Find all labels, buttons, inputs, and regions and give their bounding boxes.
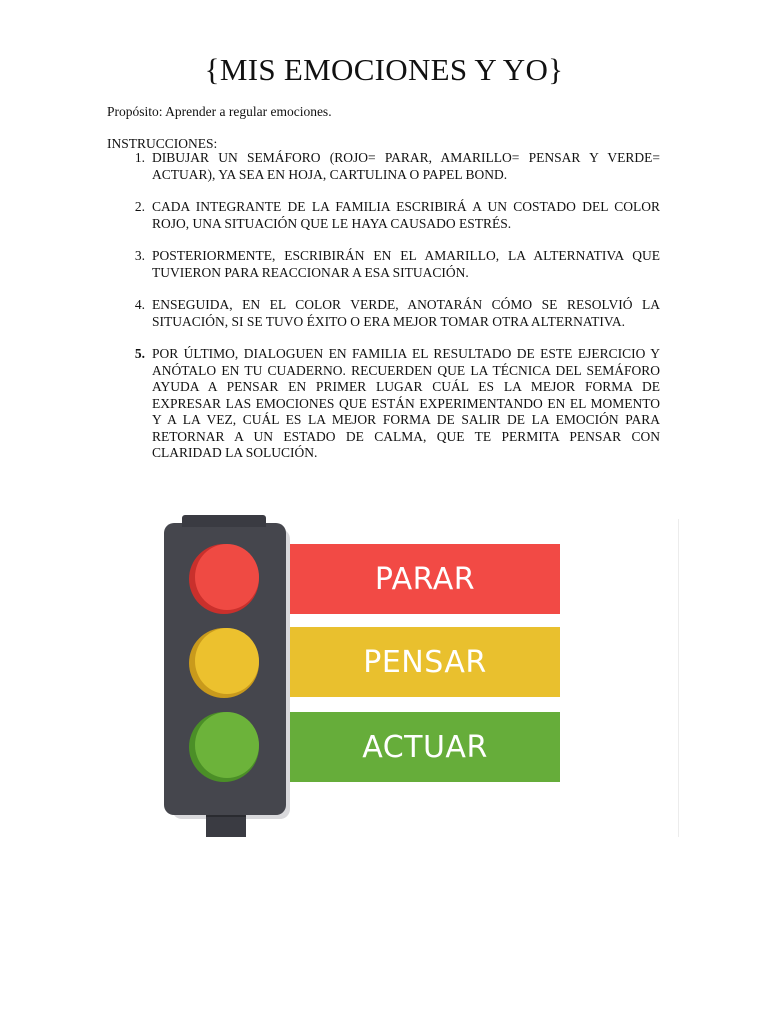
instruction-item (107, 248, 660, 281)
label-bar-parar (290, 544, 560, 614)
purpose-text: Propósito: Aprender a regular emociones. (107, 104, 332, 119)
instruction-text: POR ÚLTIMO, DIALOGUEN EN FAMILIA EL RESULTADO DE ESTE EJERCICIO Y ANÓTALO EN TU CUADERNO. RECUERDEN QUE LA TÉCNICA DEL SEMÁFORO AYUDA A PENSAR EN PRIMER LUGAR CUÁL ES LA MEJOR FORMA DE EXPRESAR LAS EMOCIONES QUE ESTÁN EXPERIMENTANDO EN EL MOMENTO Y A LA VEZ, CUÁL ES LA MEJOR FORMA DE SALIR DE LA EMOCIÓN PARA RETORNAR A UN ESTADO DE CALMA, QUE TE PERMITA PENSAR CON CLARIDAD LA SOLUCIÓN. (152, 346, 660, 460)
label-actuar: ACTUAR (362, 729, 488, 765)
instructions-heading: INSTRUCCIONES: (107, 136, 218, 151)
instruction-number: 3. (134, 248, 145, 263)
instruction-item (107, 297, 660, 330)
label-bar-actuar (290, 712, 560, 782)
label-pensar: PENSAR (363, 644, 487, 680)
traffic-light-cap (182, 515, 266, 527)
label-parar: PARAR (374, 561, 476, 597)
instruction-text: DIBUJAR UN SEMÁFORO (ROJO= PARAR, AMARILLO= PENSAR Y VERDE= ACTUAR), YA SEA EN HOJA, CARTULINA O PAPEL BOND. (152, 150, 660, 182)
green-light-icon (189, 712, 259, 782)
instruction-number: 4. (134, 297, 145, 312)
traffic-light-illustration (160, 515, 682, 840)
image-edge (678, 519, 679, 837)
instruction-item (107, 150, 660, 183)
instruction-number: 5. (134, 346, 145, 361)
instruction-text: CADA INTEGRANTE DE LA FAMILIA ESCRIBIRÁ A UN COSTADO DEL COLOR ROJO, UNA SITUACIÓN QUE LE HAYA CAUSADO ESTRÉS. (152, 199, 660, 231)
instruction-item (107, 199, 660, 232)
yellow-light-icon (189, 628, 259, 698)
instruction-item (107, 346, 660, 462)
instruction-text: POSTERIORMENTE, ESCRIBIRÁN EN EL AMARILLO, LA ALTERNATIVA QUE TUVIERON PARA REACCIONAR A ESA SITUACIÓN. (152, 248, 660, 280)
instruction-text: ENSEGUIDA, EN EL COLOR VERDE, ANOTARÁN CÓMO SE RESOLVIÓ LA SITUACIÓN, SI SE TUVO ÉXITO O ERA MEJOR TOMAR OTRA ALTERNATIVA. (152, 297, 660, 329)
label-bar-pensar (290, 627, 560, 697)
instructions-list (107, 150, 660, 478)
instruction-number: 2. (134, 199, 145, 214)
red-light-icon (189, 544, 259, 614)
document-title: {MIS EMOCIONES Y YO} (204, 52, 564, 87)
instruction-number: 1. (134, 150, 145, 165)
